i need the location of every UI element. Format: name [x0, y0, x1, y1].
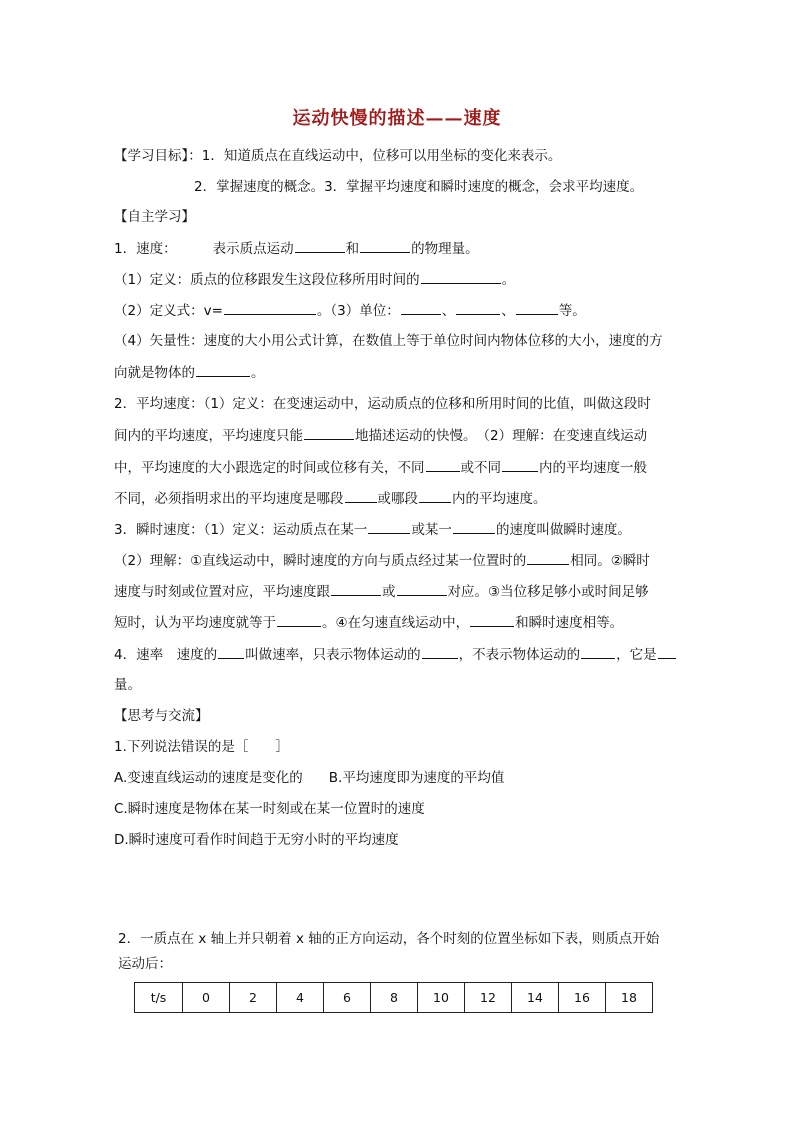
question-1 [114, 737, 289, 757]
goal-1: ：1．知道质点在直线运动中，位移可以用坐标的变化来表示。 [188, 148, 562, 164]
question-1-option-c [114, 799, 425, 819]
avg-speed-text: 2．平均速度：（1）定义：在变速运动中，运动质点的位移和所用时间的比值，叫做这段时 [114, 396, 651, 412]
blank [295, 238, 345, 253]
definition-end: 。 [501, 272, 516, 288]
speed-formula [114, 300, 586, 321]
question-2-line-2 [118, 954, 172, 974]
goal-2: 2．掌握速度的概念。3．掌握平均速度和瞬时速度的概念，会求平均速度。 [194, 179, 644, 195]
speed-intro [114, 238, 479, 259]
speed-text: 表示质点运动 [212, 241, 294, 257]
blank [277, 612, 321, 627]
question-1-option-d [114, 830, 399, 850]
question-2-text: 运动后： [118, 956, 172, 972]
blank [456, 300, 500, 315]
avg-speed-text: 内的平均速度。 [452, 491, 547, 507]
blank [516, 300, 558, 315]
inst-speed-line-3 [114, 581, 649, 602]
rate-text: 4．速率 速度的 [114, 647, 218, 663]
table-header-cell: t/s [135, 983, 183, 1013]
unit-label: 。（3）单位： [316, 303, 400, 319]
blank [527, 550, 569, 565]
inst-speed-line-2 [114, 550, 650, 571]
option-a: A.变速直线运动的速度是变化的 [114, 770, 303, 786]
inst-speed-text: 的速度叫做瞬时速度。 [495, 522, 631, 538]
rate-line-2 [114, 675, 141, 695]
learning-goals-line-1 [114, 146, 561, 166]
option-c: C.瞬时速度是物体在某一时刻或在某一位置时的速度 [114, 801, 425, 817]
blank [470, 612, 514, 627]
vector-text: （4）矢量性：速度的大小用公式计算，在数值上等于单位时间内物体位移的大小，速度的方 [114, 333, 663, 349]
table-row [135, 983, 653, 1013]
option-d: D.瞬时速度可看作时间趋于无穷小时的平均速度 [114, 832, 399, 848]
blank [304, 425, 354, 440]
avg-speed-text: 或哪段 [377, 491, 418, 507]
rate-text: ，不表示物体运动的 [458, 647, 581, 663]
speed-text-end: 的物理量。 [411, 241, 479, 257]
inst-speed-line-4 [114, 612, 623, 633]
rate-line-1 [114, 644, 677, 665]
avg-speed-text: 不同，必须指明求出的平均速度是哪段 [114, 491, 344, 507]
table-cell: 18 [606, 983, 653, 1013]
avg-speed-text: 内的平均速度一般 [539, 460, 647, 476]
separator: 、 [501, 303, 515, 319]
inst-speed-text: 对应。③当位移足够小或时间足够 [447, 584, 649, 600]
vector-end: 。 [251, 365, 265, 381]
vector-line-1 [114, 331, 663, 351]
blank [224, 300, 316, 315]
table-cell: 4 [277, 983, 324, 1013]
blank [360, 238, 410, 253]
separator: 、 [441, 303, 456, 319]
formula-label: （2）定义式：v= [114, 303, 223, 319]
inst-speed-text: 或 [382, 584, 396, 600]
table-cell: 10 [418, 983, 465, 1013]
blank [581, 644, 615, 659]
blank [368, 519, 410, 534]
blank [419, 488, 451, 503]
speed-definition [114, 269, 515, 290]
question-1-options-ab [114, 768, 504, 788]
table-cell: 0 [183, 983, 230, 1013]
formula-end: 等。 [558, 303, 586, 319]
page-title: 运动快慢的描述——速度 [292, 108, 502, 129]
blank [421, 269, 501, 284]
position-table [134, 982, 653, 1013]
avg-speed-text: 或不同 [460, 460, 501, 476]
table-cell: 14 [512, 983, 559, 1013]
avg-speed-line-3 [114, 457, 647, 478]
inst-speed-text: 速度与时刻或位置对应，平均速度跟 [114, 584, 330, 600]
goals-label: 【学习目标】 [114, 148, 189, 164]
blank [218, 644, 244, 659]
blank [502, 457, 538, 472]
avg-speed-line-4 [114, 488, 547, 509]
inst-speed-text: 或某一 [411, 522, 452, 538]
question-2-line-1 [118, 929, 659, 949]
inst-speed-text: 和瞬时速度相等。 [515, 615, 624, 631]
self-study-label: 【自主学习】 [114, 209, 195, 225]
think-label: 【思考与交流】 [114, 708, 209, 724]
learning-goals-line-2 [194, 177, 643, 197]
question-2-text: 2．一质点在 x 轴上并只朝着 x 轴的正方向运动，各个时刻的位置坐标如下表，则质点开始 [118, 931, 660, 947]
vector-line-2 [114, 362, 265, 383]
question-1-text: 1.下列说法错误的是［ ］ [114, 739, 289, 755]
option-b: B.平均速度即为速度的平均值 [328, 770, 505, 786]
avg-speed-text: 间内的平均速度，平均速度只能 [114, 428, 303, 444]
avg-speed-line-2 [114, 425, 647, 446]
definition-text: （1）定义：质点的位移跟发生这段位移所用时间的 [114, 272, 420, 288]
inst-speed-text: 3．瞬时速度：（1）定义：运动质点在某一 [114, 522, 368, 538]
blank [426, 457, 460, 472]
inst-speed-text: （2）理解：①直线运动中，瞬时速度的方向与质点经过某一位置时的 [114, 553, 527, 569]
rate-text: 量。 [114, 677, 141, 693]
table-cell: 2 [230, 983, 277, 1013]
inst-speed-text: 。④在匀速直线运动中， [322, 615, 470, 631]
vector-text: 向就是物体的 [114, 365, 195, 381]
think-heading [114, 706, 209, 726]
rate-text: 叫做速率，只表示物体运动的 [245, 647, 421, 663]
table-cell: 8 [371, 983, 418, 1013]
inst-speed-text: 短时，认为平均速度就等于 [114, 615, 276, 631]
blank [658, 644, 676, 659]
avg-speed-text: 中，平均速度的大小跟选定的时间或位移有关，不同 [114, 460, 425, 476]
speed-label: 1．速度： [114, 241, 177, 257]
blank [422, 644, 458, 659]
speed-text-and: 和 [345, 241, 360, 257]
table-cell: 12 [465, 983, 512, 1013]
table-cell: 16 [559, 983, 606, 1013]
blank [331, 581, 381, 596]
inst-speed-text: 相同。②瞬时 [570, 553, 650, 569]
self-study-heading [114, 207, 195, 227]
avg-speed-text: 地描述运动的快慢。 （2）理解：在变速直线运动 [355, 428, 648, 444]
rate-text: ，它是 [616, 647, 657, 663]
blank [401, 300, 441, 315]
avg-speed-line-1 [114, 394, 651, 414]
blank [345, 488, 377, 503]
blank [453, 519, 495, 534]
blank [196, 362, 250, 377]
table-cell: 6 [324, 983, 371, 1013]
blank [397, 581, 447, 596]
inst-speed-line-1 [114, 519, 631, 540]
